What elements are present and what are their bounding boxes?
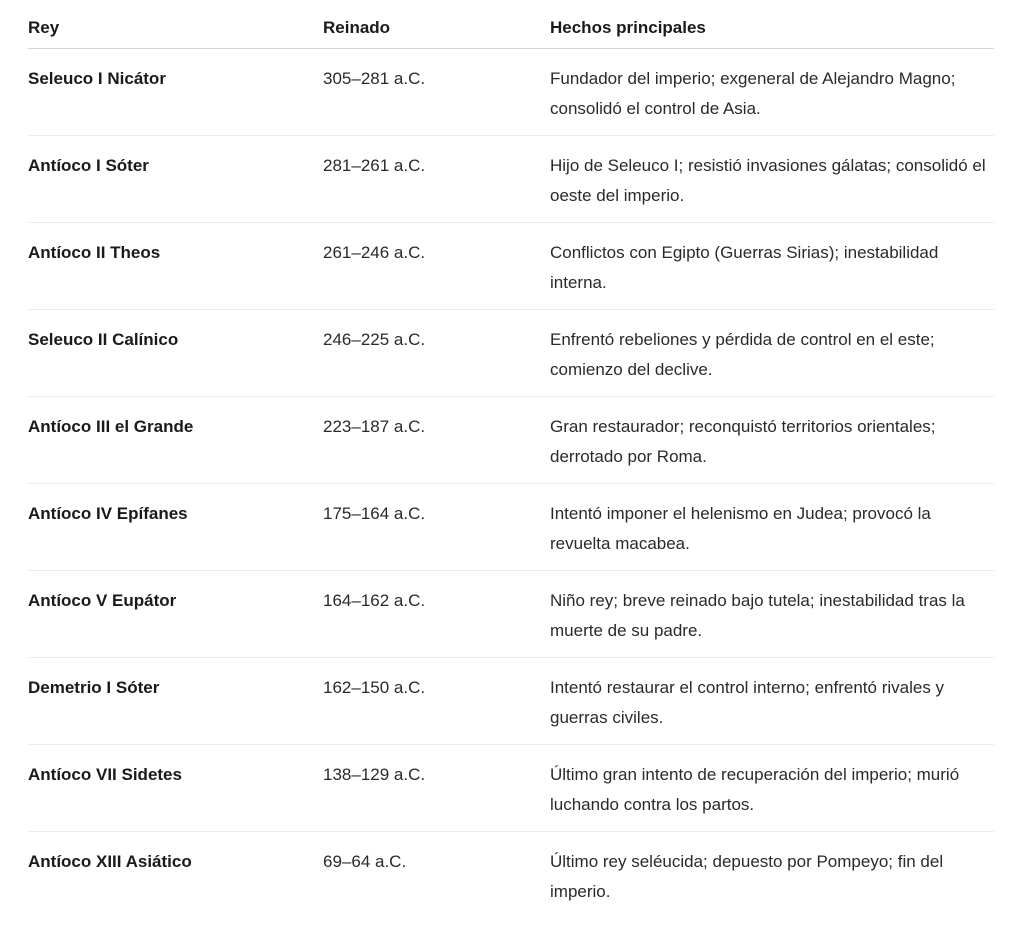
cell-rey: Seleuco II Calínico: [28, 310, 323, 397]
cell-hechos: Gran restaurador; reconquistó territorios orientales; derrotado por Roma.: [550, 397, 994, 484]
cell-reinado: 261–246 a.C.: [323, 223, 550, 310]
table-row: [28, 397, 994, 484]
table-row: [28, 136, 994, 223]
cell-reinado: 246–225 a.C.: [323, 310, 550, 397]
cell-reinado: 162–150 a.C.: [323, 658, 550, 745]
cell-reinado: 138–129 a.C.: [323, 745, 550, 832]
table-row: [28, 658, 994, 745]
table-row: [28, 223, 994, 310]
cell-reinado: 223–187 a.C.: [323, 397, 550, 484]
cell-reinado: 175–164 a.C.: [323, 484, 550, 571]
header-rey: [28, 0, 323, 49]
cell-reinado: 305–281 a.C.: [323, 49, 550, 136]
cell-rey: Antíoco IV Epífanes: [28, 484, 323, 571]
cell-hechos: Último rey seléucida; depuesto por Pompeyo; fin del imperio.: [550, 852, 944, 901]
table-row: [28, 484, 994, 571]
cell-rey: Seleuco I Nicátor: [28, 49, 323, 136]
header-hechos-label: Hechos principales: [550, 18, 706, 37]
table-header: [28, 0, 994, 49]
cell-rey: Antíoco V Eupátor: [28, 571, 323, 658]
table-body: [28, 49, 994, 919]
cell-rey: Antíoco VII Sidetes: [28, 745, 323, 832]
header-row: [28, 0, 994, 49]
table-row: [28, 49, 994, 136]
seleucid-kings-table: [28, 0, 994, 919]
cell-reinado: 164–162 a.C.: [323, 571, 550, 658]
cell-reinado: 69–64 a.C.: [323, 852, 407, 871]
cell-hechos: Intentó restaurar el control interno; enfrentó rivales y guerras civiles.: [550, 658, 994, 745]
cell-rey: Antíoco III el Grande: [28, 397, 323, 484]
header-reinado-label: Reinado: [323, 18, 391, 37]
cell-rey: Antíoco II Theos: [28, 223, 323, 310]
cell-rey: Antíoco I Sóter: [28, 136, 323, 223]
header-rey-label: Rey: [28, 18, 60, 37]
cell-hechos: Hijo de Seleuco I; resistió invasiones gálatas; consolidó el oeste del imperio.: [550, 136, 994, 223]
kings-table-container: [28, 0, 994, 919]
header-hechos: [550, 0, 994, 49]
table-row: [28, 832, 994, 919]
cell-hechos: Intentó imponer el helenismo en Judea; provocó la revuelta macabea.: [550, 484, 994, 571]
table-row: [28, 745, 994, 832]
cell-hechos: Enfrentó rebeliones y pérdida de control en el este; comienzo del declive.: [550, 310, 994, 397]
table-row: [28, 571, 994, 658]
cell-rey: Antíoco XIII Asiático: [28, 852, 192, 871]
cell-hechos: Fundador del imperio; exgeneral de Alejandro Magno; consolidó el control de Asia.: [550, 49, 994, 136]
cell-rey: Demetrio I Sóter: [28, 658, 323, 745]
header-reinado: [323, 0, 550, 49]
cell-reinado: 281–261 a.C.: [323, 136, 550, 223]
table-row: [28, 310, 994, 397]
cell-hechos: Conflictos con Egipto (Guerras Sirias); inestabilidad interna.: [550, 223, 994, 310]
cell-hechos: Niño rey; breve reinado bajo tutela; inestabilidad tras la muerte de su padre.: [550, 571, 994, 658]
cell-hechos: Último gran intento de recuperación del imperio; murió luchando contra los partos.: [550, 745, 994, 832]
